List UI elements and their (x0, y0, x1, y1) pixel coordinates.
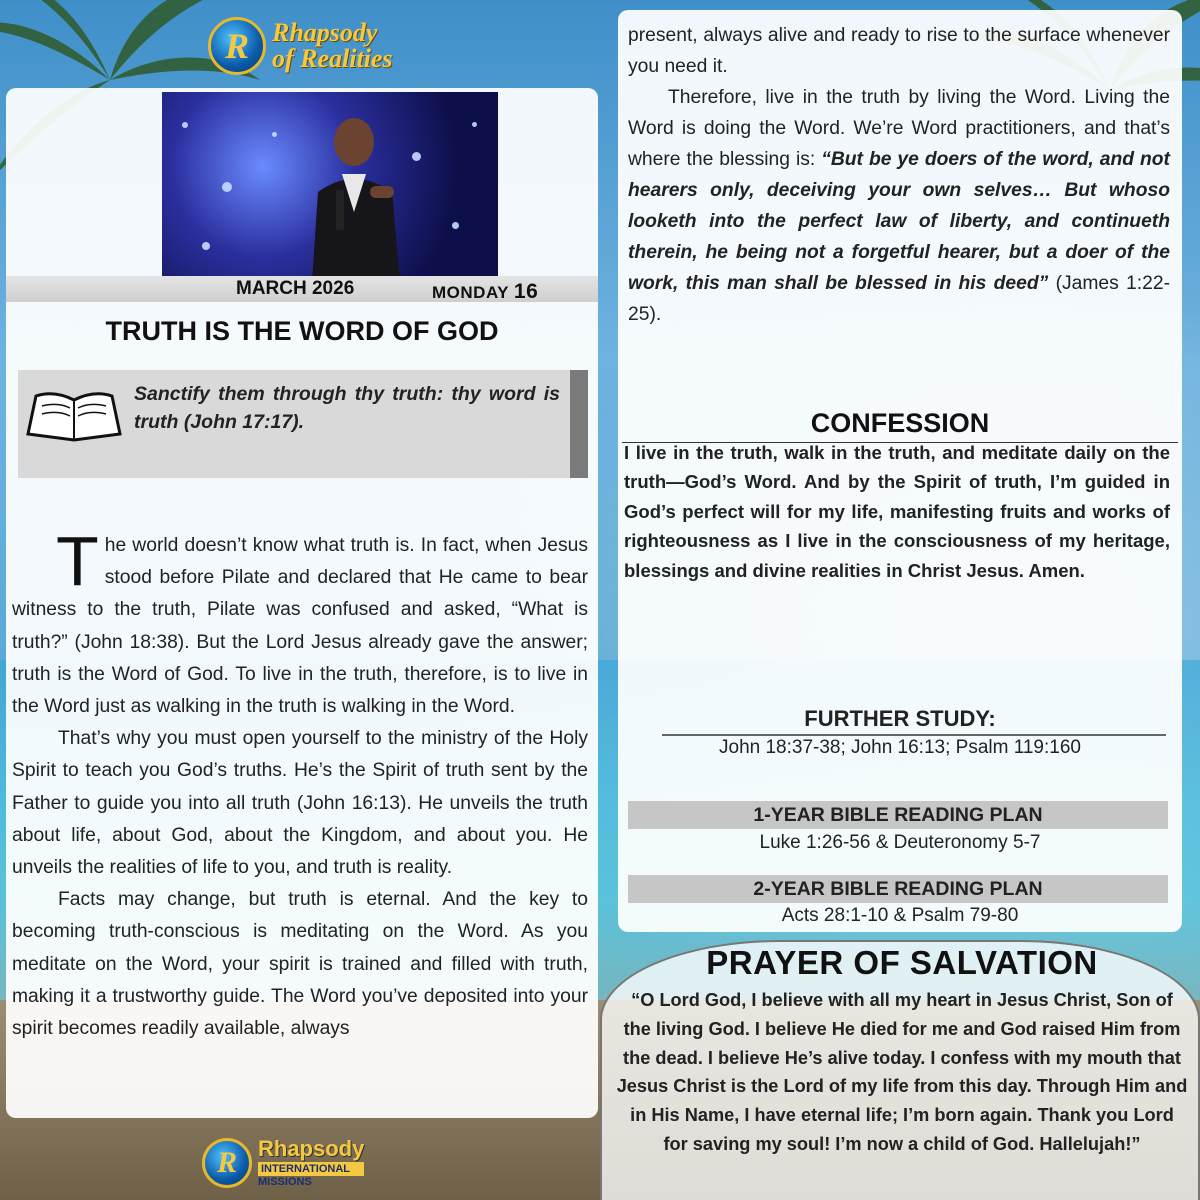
plan-2-refs: Acts 28:1-10 & Psalm 79-80 (781, 905, 1019, 926)
paragraph: That’s why you must open yourself to the ministry of the Holy Spirit to teach you God’s truths. He’s the Spirit of truth sent by the Father to guide you into all truth (John 16:13). He unveils the truth about life, about God, about the Kingdom, and about you. He unveils the realities of life to you, and truth is reality. (12, 728, 588, 879)
plan-1-refs: Luke 1:26-56 & Deuteronomy 5-7 (759, 832, 1041, 853)
devotional-body (12, 522, 588, 1045)
rhapsody-missions-logo: R Rhapsody INTERNATIONAL MISSIONS (202, 1134, 392, 1192)
paragraph: Therefore, live in the truth by living the Word. Living the Word is doing the Word. We’re Word practitioners, and that’s where the blessing is: “But be ye doers of the word, and not hearers only, deceiving your own selves… But whoso looketh into the perfect law of liberty, and continueth therein, he being not a forgetful hearer, but a doer of the work, this man shall be blessed in his deed” (James 1:22-25). (628, 87, 1170, 325)
paragraph: Facts may change, but truth is eternal. And the key to becoming truth-conscious is meditating on the Word. As you meditate on the Word, your spirit is trained and filled with truth, making it a trustworthy guide. The Word you’ve deposited into your spirit becomes readily available, always (12, 889, 588, 1040)
confession-text: I live in the truth, walk in the truth, and meditate daily on the truth—God’s Word. And by the Spirit of truth, I’m guided in God’s perfect will for my life, manifesting fruits and works of righteousness as I live in the consciousness of my heritage, blessings and divine realities in Christ Jesus. Amen. (624, 442, 1170, 581)
rhapsody-logo (208, 10, 418, 82)
date-month: MARCH 2026 (236, 278, 355, 299)
devotional-body-continued (628, 20, 1170, 330)
logo-emblem: R (208, 17, 266, 75)
hero-photo (162, 92, 498, 278)
plan-1-title: 1-YEAR BIBLE READING PLAN (628, 801, 1168, 829)
open-book-icon (24, 386, 124, 446)
prayer-title: PRAYER OF SALVATION (706, 944, 1098, 981)
divider (662, 734, 1166, 736)
paragraph: present, always alive and ready to rise to the surface whenever you need it. (628, 25, 1170, 77)
logo-emblem: R (202, 1138, 252, 1188)
speaker-figure (282, 112, 432, 278)
prayer-text: “O Lord God, I believe with all my heart in Jesus Christ, Son of the living God. I believe He died for me and God raised Him from the dead. I believe He’s alive today. I confess with my mouth that Jesus Christ is the Lord of my life from this day. Through Him and in His Name, I have eternal life; I’m born again. Thank you Lord for saving my soul! I’m now a child of God. Hallelujah!” (616, 990, 1188, 1154)
further-study-refs: John 18:37-38; John 16:13; Psalm 119:160 (719, 737, 1081, 758)
paragraph: The world doesn’t know what truth is. In fact, when Jesus stood before Pilate and declared that He came to bear witness to the truth, Pilate was confused and asked, “What is truth?” (John 18:38). But the Lord Jesus already gave the answer; truth is the Word of God. To live in the truth, therefore, is to live in the Word just as walking in the truth is walking in the Word. (12, 522, 588, 718)
continuation-panel (618, 10, 1182, 932)
confession-title: CONFESSION (810, 408, 990, 438)
plan-2-title: 2-YEAR BIBLE READING PLAN (628, 875, 1168, 903)
page-title: TRUTH IS THE WORD OF GOD (105, 316, 499, 346)
scripture-box (18, 370, 588, 478)
scripture-text: Sanctify them through thy truth: thy word is truth (John 17:17). (134, 383, 560, 433)
date-day: MONDAY 16 (432, 280, 539, 303)
prayer-panel (600, 940, 1200, 1200)
logo-wordmark: Rhapsody of Realities (272, 18, 393, 73)
further-study-title: FURTHER STUDY: (804, 706, 996, 731)
scripture-quote: “But be ye doers of the word, and not hearers only, deceiving your own selves… But whoso looketh into the perfect law of liberty, and continueth therein, he being not a forgetful hearer, but a doer of the work, this man shall be blessed in his deed” (628, 149, 1170, 294)
drop-cap: T (56, 522, 99, 600)
devotional-panel (6, 88, 598, 1118)
